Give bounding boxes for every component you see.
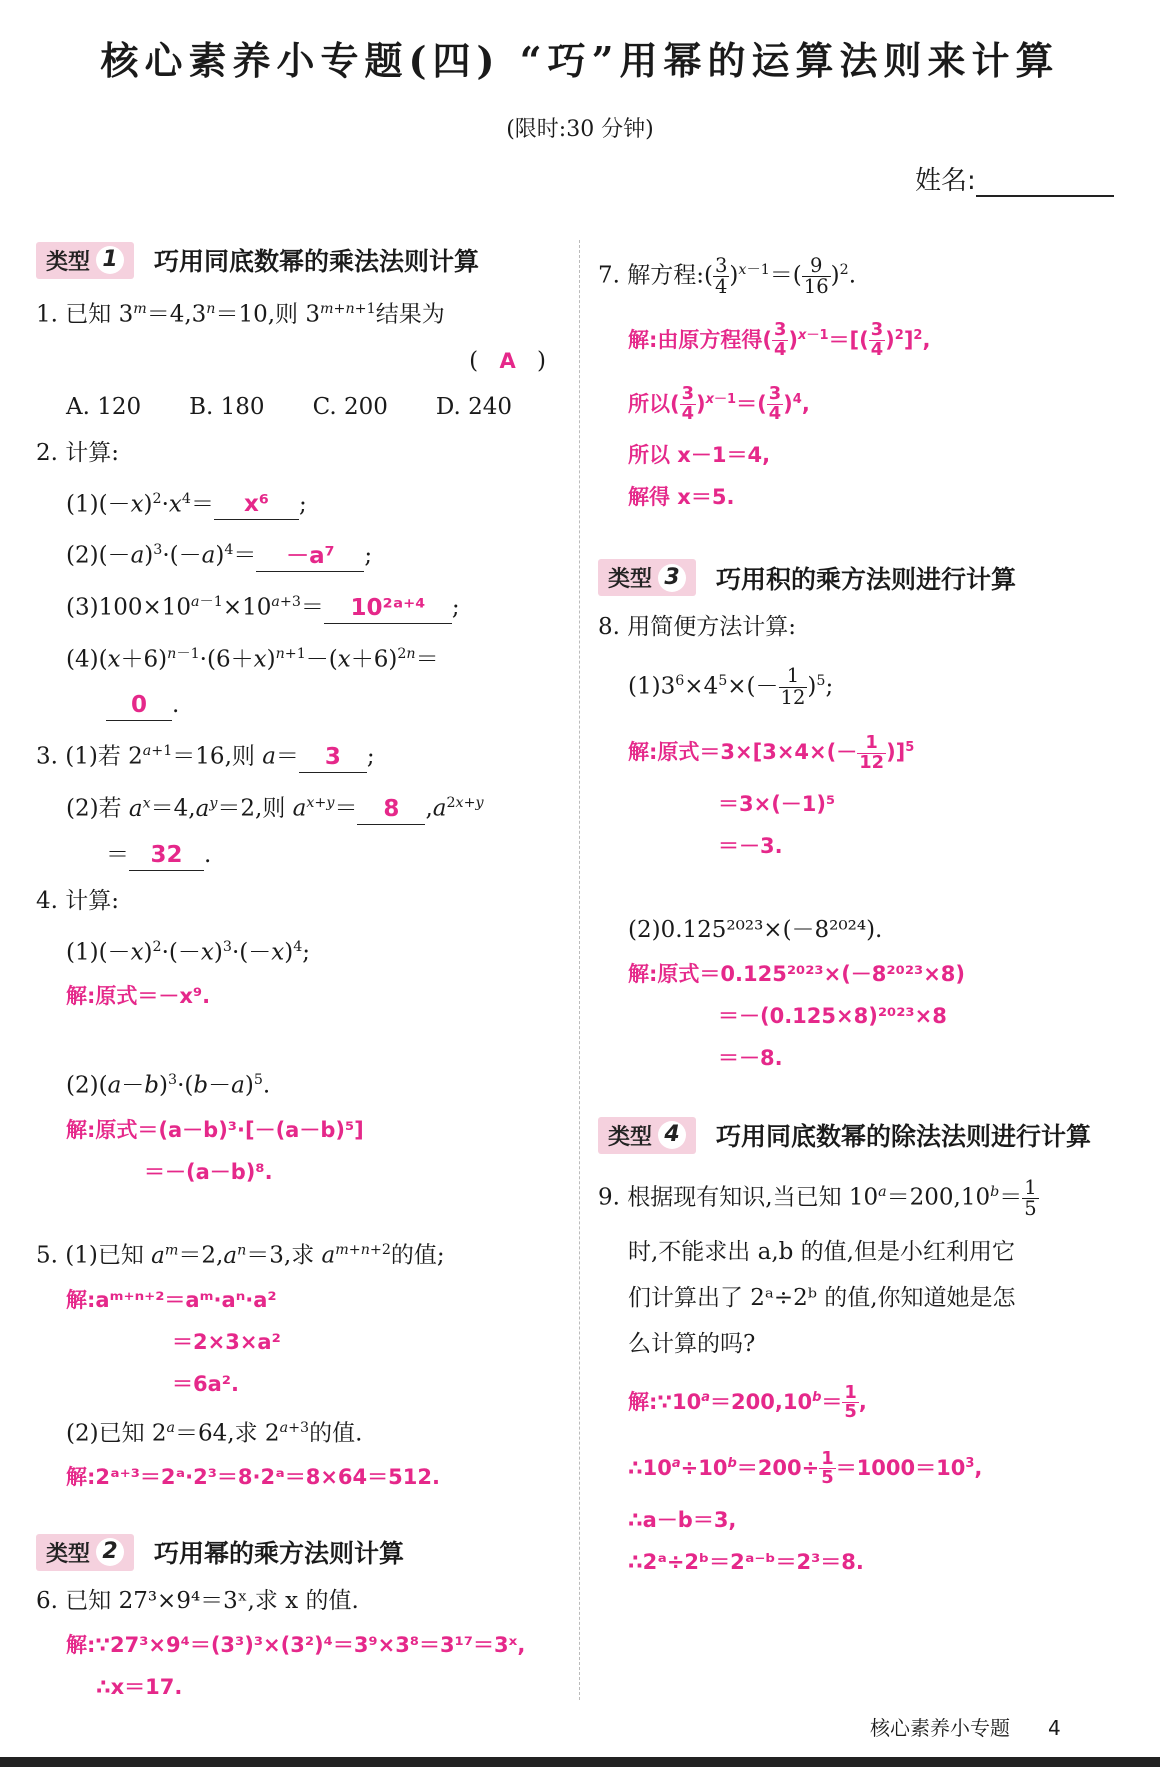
q4-part1: $(1)(-x)^2\cdot(-x)^3\cdot(-x)^4$; — [66, 938, 311, 966]
q2-part3: $(3)100\times 10^{a-1}\times 10^{a+3}=$ 10²ᵃ⁺⁴ ; — [36, 579, 566, 631]
section-header-3 — [598, 558, 1128, 598]
q5-part2: (2)已知 $2^a=64$,求 $2^{a+3}$的值. — [66, 1419, 363, 1447]
q6-solution-line1: 解:∵27³×9⁴＝(3³)³×(3²)⁴＝3⁹×3⁸＝3¹⁷＝3ˣ, — [66, 1633, 526, 1658]
q6-solution-line2: ∴x＝17. — [96, 1675, 183, 1700]
q1-answer-bracket: ( A ) — [469, 347, 546, 374]
question-9-line4: 么计算的吗? — [628, 1330, 756, 1357]
q8-solution1-line1: 解:原式＝3×[3×4×(－ $\frac{1}{12}$ )]$^5$ — [628, 732, 915, 773]
option-d[interactable]: D. 240 — [435, 393, 513, 420]
q9-solution-line2: $\therefore 10^a\div 10^b=200\div$ $\frac{1}{5}$ $=1000=10^3$, — [628, 1447, 983, 1489]
name-label: 姓名: — [915, 166, 976, 196]
q3-blank3[interactable]: 32 — [129, 840, 204, 871]
q1-options — [36, 384, 566, 430]
right-column — [598, 240, 1128, 1583]
section-badge: 类型 1 — [36, 242, 134, 279]
q3-part1: 3. (1)若 $2^{a+1}=16$,则 a＝ 3 ; — [36, 728, 566, 780]
q9-solution-line4: ∴2ᵃ÷2ᵇ＝2ᵃ⁻ᵇ＝2³＝8. — [628, 1549, 864, 1574]
q8-solution2-line1: 解:原式＝0.125²⁰²³×(－8²⁰²³×8) — [628, 962, 966, 987]
q3-part2-cont: ＝ 32 . — [36, 832, 566, 878]
option-c[interactable]: C. 200 — [312, 393, 388, 420]
section-heading: 巧用幂的乘方法则计算 — [154, 1539, 405, 1569]
q4-solution2-line2: ＝－(a－b)⁸. — [144, 1159, 273, 1184]
q9-solution-line3: ∴a－b＝3, — [628, 1507, 737, 1532]
column-divider — [579, 240, 580, 1700]
section-header-2 — [36, 1532, 566, 1572]
q3-part2: (2)若 $a^x=4,a^y=2$,则 $a^{x+y}= 8$ $,a^{2x+y}$ — [36, 780, 566, 832]
q8-part1: $(1)3^6\times 4^5\times(-$ $\frac{1}{12}$ )$^5$; — [628, 664, 834, 709]
bottom-bar — [0, 1757, 1160, 1767]
footer-label: 核心素养小专题 — [870, 1716, 1010, 1740]
section-header-4 — [598, 1115, 1128, 1155]
question-2-label: 2. 计算: — [36, 439, 120, 466]
question-4-label: 4. 计算: — [36, 887, 120, 914]
section-heading: 巧用同底数幂的除法法则进行计算 — [716, 1122, 1092, 1152]
question-9-line3: 们计算出了 2ᵃ÷2ᵇ 的值,你知道她是怎 — [628, 1284, 1016, 1311]
option-a[interactable]: A. 120 — [66, 393, 142, 420]
section-badge: 类型 4 — [598, 1117, 696, 1154]
q8-solution1-line2: ＝3×(－1)⁵ — [718, 792, 836, 817]
section-heading: 巧用同底数幂的乘法法则计算 — [154, 247, 480, 276]
q5-part1: 5. (1)已知 $a^m=2,a^n=3$,求 $a^{m+n+2}$的值; — [36, 1241, 445, 1269]
page-title: 核心素养小专题(四) “巧”用幂的运算法则来计算 — [100, 38, 1060, 83]
q5-solution1-line3: ＝6a². — [172, 1371, 239, 1396]
q2-part4: $(4)(x+6)^{n-1}\cdot(6+x)^{n+1}-(x+6)^{2n}=$ — [66, 645, 439, 673]
q8-solution2-line2: ＝－(0.125×8)²⁰²³×8 — [718, 1004, 947, 1029]
name-field[interactable] — [915, 160, 1114, 197]
q8-solution2-line3: ＝－8. — [718, 1046, 783, 1071]
q8-solution1-line3: ＝－3. — [718, 834, 783, 859]
q2-blank4[interactable]: 0 — [106, 690, 172, 721]
question-9-line1: 9. 根据现有知识,当已知 $10^a=200,10^b=$ $\frac{1}{5}$ — [598, 1175, 1037, 1221]
q5-solution1-line1: 解:aᵐ⁺ⁿ⁺²＝aᵐ·aⁿ·a² — [66, 1287, 277, 1312]
question-7: 7. 解方程:( $\frac{3}{4}$ )$^{x-1}$＝( $\frac{9}{16}$ )$^2$. — [598, 253, 856, 299]
section-badge: 类型 2 — [36, 1534, 134, 1571]
q2-blank1[interactable]: x⁶ — [214, 489, 299, 520]
q7-solution-line4: 解得 x＝5. — [628, 484, 735, 509]
q4-part2: $(2)(a-b)^3\cdot(b-a)^5$. — [66, 1072, 271, 1099]
q5-solution2: 解:2ᵃ⁺³＝2ᵃ·2³＝8·2ᵃ＝8×64＝512. — [66, 1465, 440, 1490]
question-9-line2: 时,不能求出 a,b 的值,但是小红利用它 — [628, 1238, 1015, 1265]
section-header-1 — [36, 240, 566, 280]
page-footer — [870, 1712, 1061, 1741]
question-1: 1. 已知 $3^m=4,3^n=10$,则 $3^{m+n+1}$结果为 — [36, 301, 445, 328]
q2-blank2[interactable]: －a⁷ — [256, 541, 364, 572]
q4-solution2-line1: 解:原式＝(a－b)³·[－(a－b)⁵] — [66, 1117, 364, 1142]
q2-part1: $(1)(-x)^2\cdot x^4= x^6$ ; — [36, 476, 566, 528]
q2-part4-answer: 0 . — [36, 682, 566, 728]
q7-solution-line3: 所以 x－1＝4, — [628, 442, 771, 467]
q7-solution-line2: 所以( $\frac{3}{4}$ )$^{x-1}$＝( $\frac{3}{4}$ )$^4$, — [628, 383, 810, 425]
left-column — [36, 240, 566, 1708]
q4-solution1: 解:原式＝－x⁹. — [66, 984, 211, 1009]
q9-solution-line1: 解$:\because 10^a=200,10^b=$ $\frac{1}{5}$ , — [628, 1381, 867, 1423]
name-blank-line[interactable] — [976, 167, 1114, 197]
q3-blank2[interactable]: 8 — [357, 794, 425, 825]
q3-blank1[interactable]: 3 — [299, 742, 367, 773]
section-heading: 巧用积的乘方法则进行计算 — [716, 564, 1017, 594]
section-badge: 类型 3 — [598, 559, 696, 596]
page-number: 4 — [1048, 1716, 1061, 1740]
q5-solution1-line2: ＝2×3×a² — [172, 1329, 281, 1354]
q8-part2: (2)0.125²⁰²³×(－8²⁰²⁴). — [628, 917, 883, 944]
q1-answer: A — [499, 348, 516, 373]
q2-blank3[interactable]: 10²ᵃ⁺⁴ — [324, 593, 452, 624]
question-8-label: 8. 用简便方法计算: — [598, 613, 797, 640]
q7-solution-line1: 解:由原方程得( $\frac{3}{4}$ )$^{x-1}$＝[( $\frac{3}{4}$ )$^2$]$^2$, — [628, 319, 931, 361]
time-limit: (限时:30 分钟) — [506, 117, 654, 142]
question-6: 6. 已知 27³×9⁴＝3ˣ,求 x 的值. — [36, 1588, 359, 1615]
q2-part2: $(2)(-a)^3\cdot(-a)^4= -a^7$ ; — [36, 527, 566, 579]
option-b[interactable]: B. 180 — [189, 393, 265, 420]
